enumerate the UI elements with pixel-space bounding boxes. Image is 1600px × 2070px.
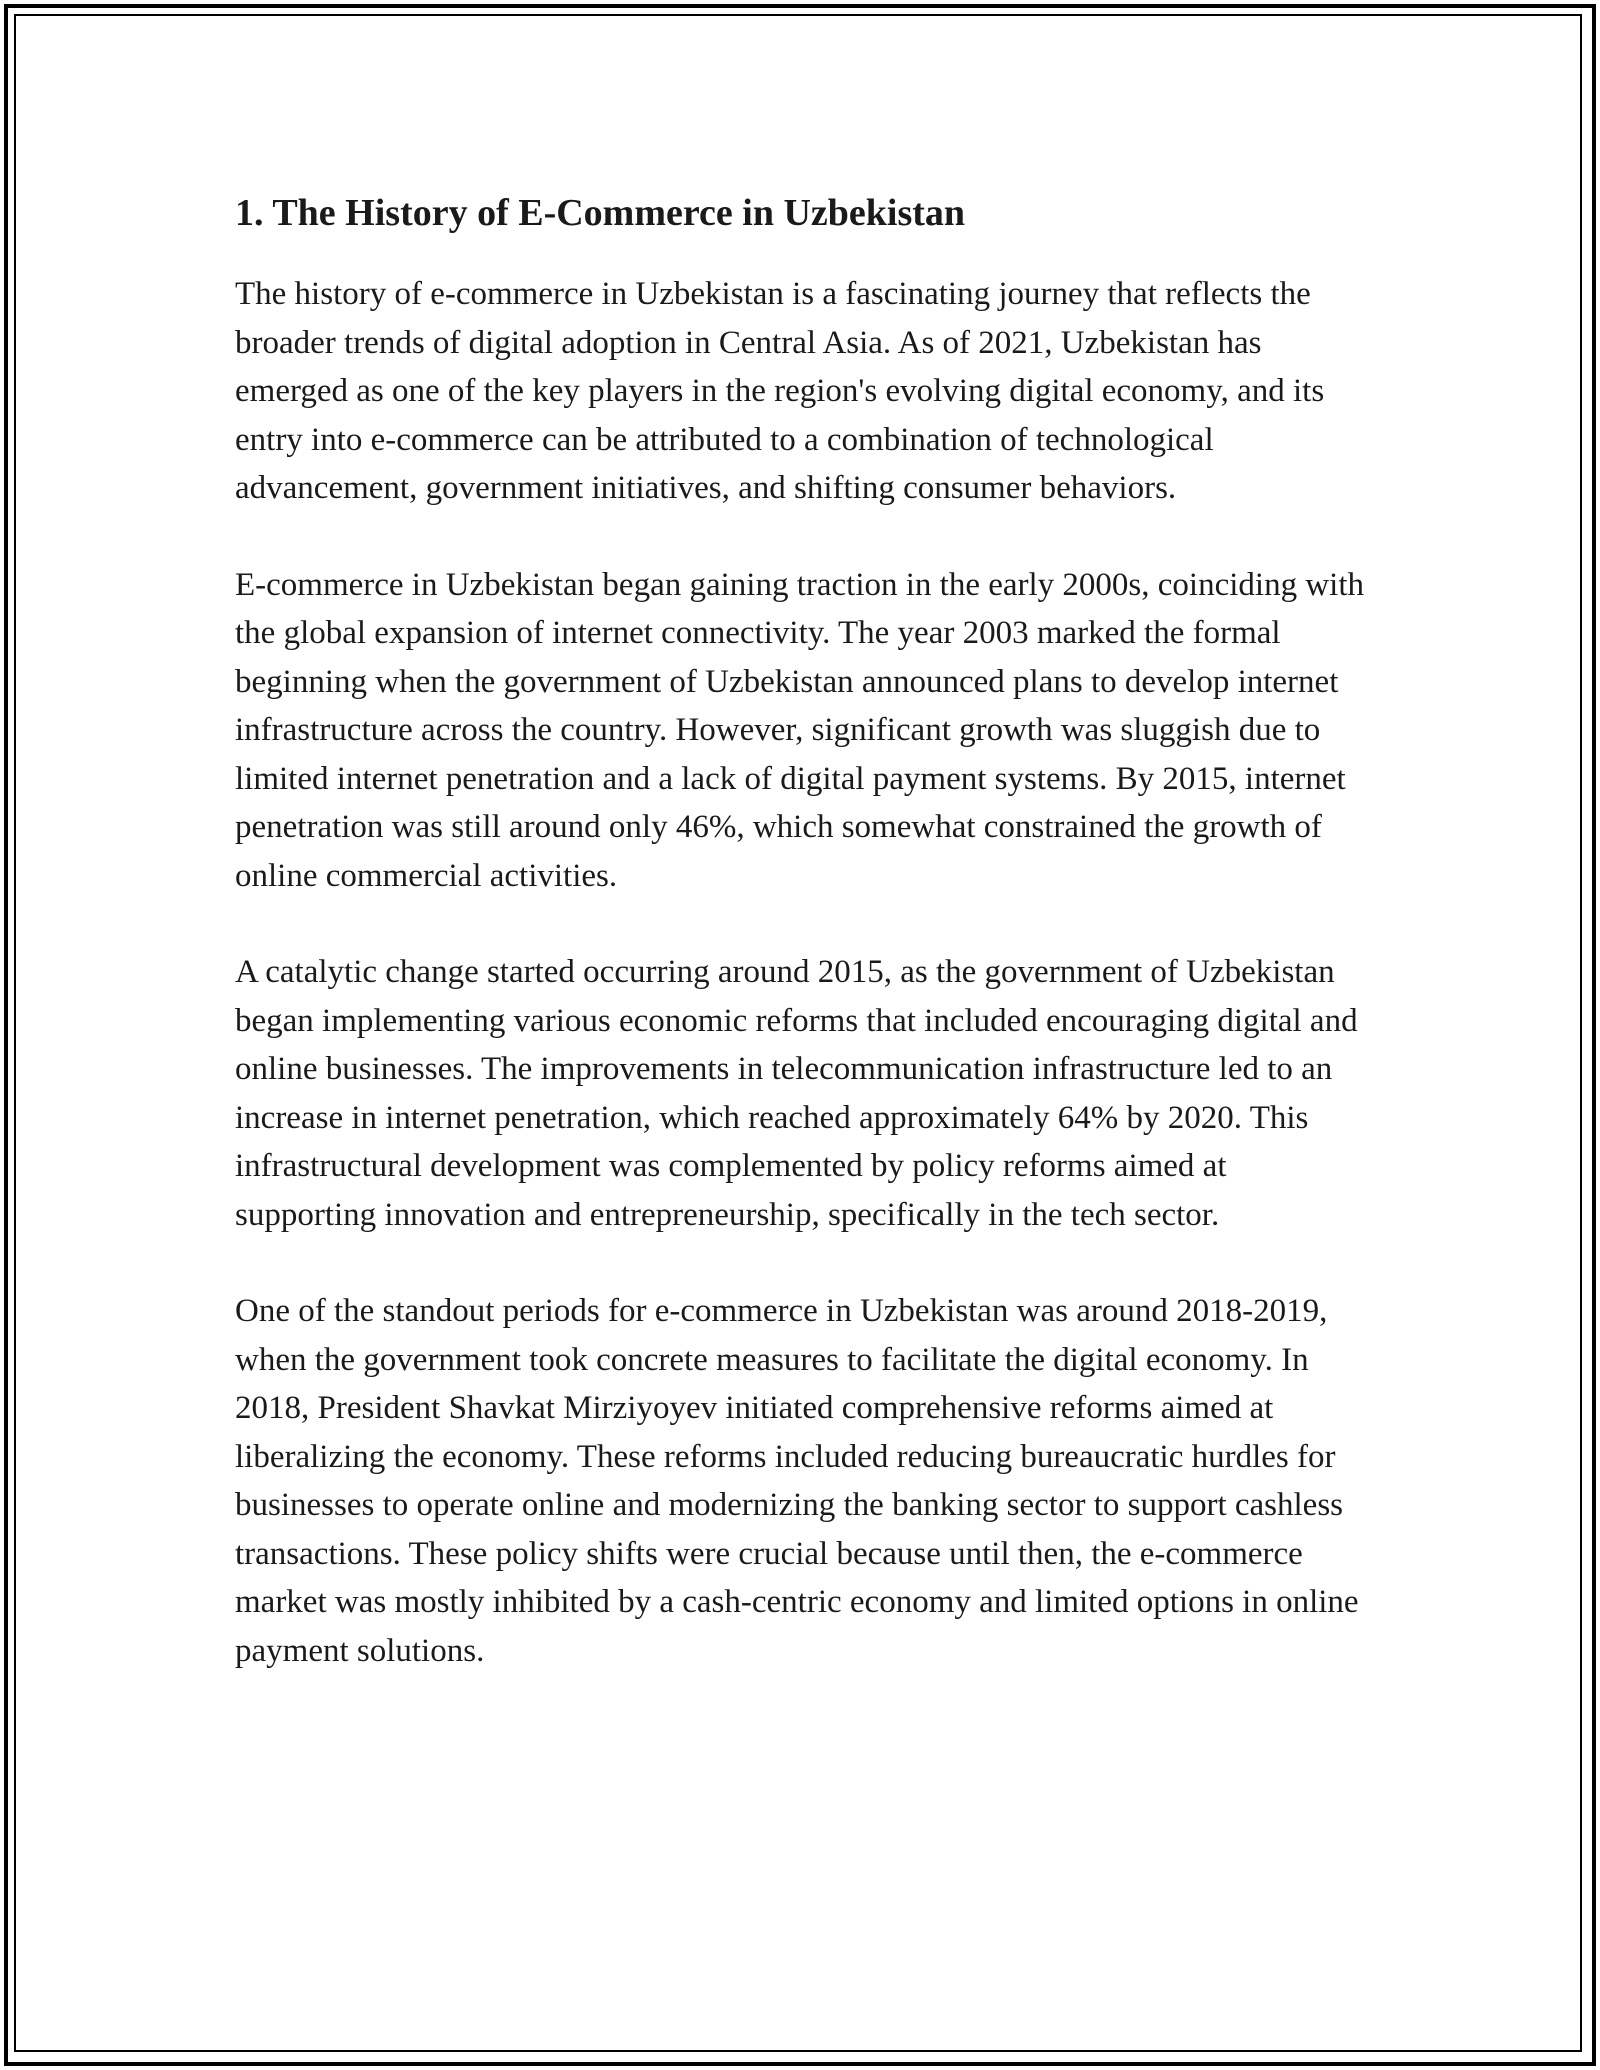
document-body [235, 182, 1375, 1723]
section-heading: 1. The History of E-Commerce in Uzbekistan [235, 192, 966, 234]
paragraph-4: One of the standout periods for e-commerce in Uzbekistan was around 2018-2019, when the government took concrete measures to facilitate the digital economy. In 2018, President Shavkat Mirziyoyev initiated comprehensive reforms aimed at liberalizing the economy. These reforms included reducing bureaucratic hurdles for businesses to operate online and modernizing the banking sector to support cashless transactions. These policy shifts were crucial because until then, the e-commerce market was mostly inhibited by a cash-centric economy and limited options in online payment solutions. [235, 1293, 1359, 1669]
paragraph-2: E-commerce in Uzbekistan began gaining traction in the early 2000s, coinciding with the global expansion of internet connectivity. The year 2003 marked the formal beginning when the government of Uzbekistan announced plans to develop internet infrastructure across the country. However, significant growth was sluggish due to limited internet penetration and a lack of digital payment systems. By 2015, internet penetration was still around only 46%, which somewhat constrained the growth of online commercial activities. [235, 566, 1364, 894]
paragraph-3: A catalytic change started occurring around 2015, as the government of Uzbekistan began implementing various economic reforms that included encouraging digital and online businesses. The improvements in telecommunication infrastructure led to an increase in internet penetration, which reached approximately 64% by 2020. This infrastructural development was complemented by policy reforms aimed at supporting innovation and entrepreneurship, specifically in the tech sector. [235, 954, 1358, 1233]
paragraph-1: The history of e-commerce in Uzbekistan is a fascinating journey that reflects the broader trends of digital adoption in Central Asia. As of 2021, Uzbekistan has emerged as one of the key players in the region's evolving digital economy, and its entry into e-commerce can be attributed to a combination of technological advancement, government initiatives, and shifting consumer behaviors. [235, 276, 1325, 506]
